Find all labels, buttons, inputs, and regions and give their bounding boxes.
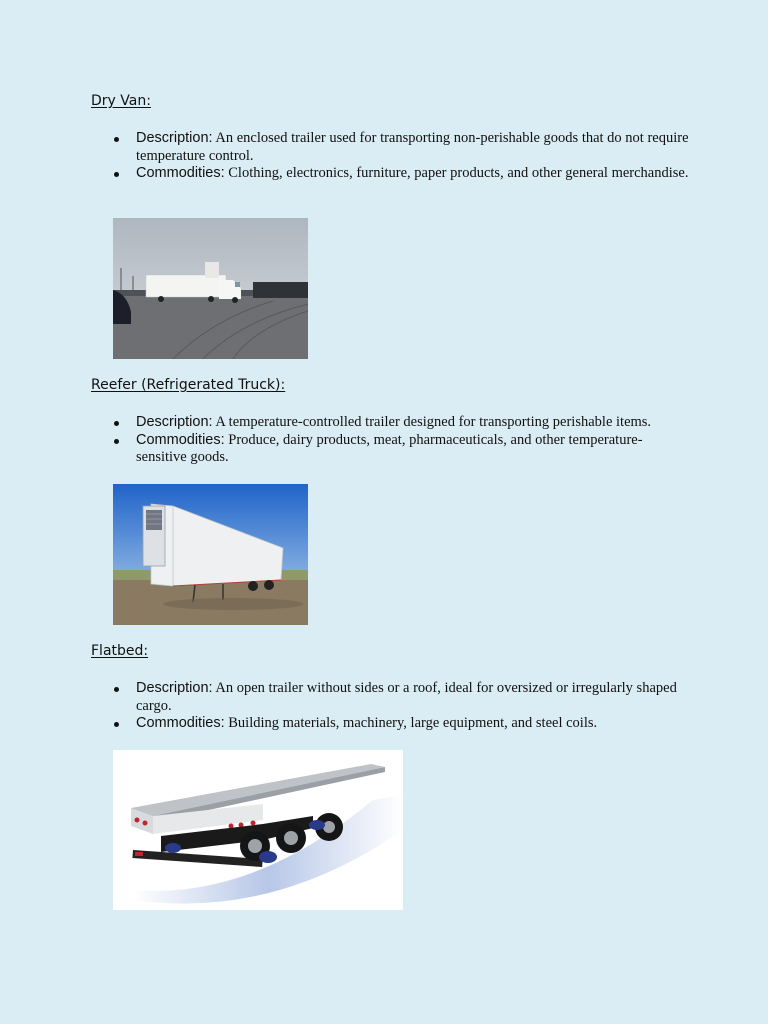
description-label: Description: [136, 680, 213, 696]
description-text: An enclosed trailer used for transporting non-perishable goods that do not require temperature control. [136, 130, 689, 164]
list-item-description [91, 680, 691, 715]
commodities-label: Commodities: [136, 715, 225, 731]
list-item-commodities [91, 432, 691, 467]
flatbed-trailer-photo [113, 750, 403, 910]
description-text: An open trailer without sides or a roof, ideal for oversized or irregularly shaped cargo. [136, 680, 677, 714]
list-item-description [91, 130, 691, 165]
bullet-list [91, 130, 691, 183]
description-text: A temperature-controlled trailer designed for transporting perishable items. [212, 414, 652, 430]
list-item-description [91, 414, 691, 432]
bullet-list [91, 680, 691, 733]
reefer-trailer-photo [113, 484, 308, 625]
commodities-text: Building materials, machinery, large equipment, and steel coils. [224, 715, 598, 731]
dry-van-truck-photo [113, 218, 308, 359]
section-heading: Flatbed: [91, 643, 149, 659]
commodities-text: Produce, dairy products, meat, pharmaceuticals, and other temperature-sensitive goods. [136, 431, 643, 465]
commodities-text: Clothing, electronics, furniture, paper products, and other general merchandise. [224, 165, 689, 181]
bullet-list [91, 414, 691, 467]
section-heading: Reefer (Refrigerated Truck): [91, 377, 286, 393]
description-label: Description: [136, 130, 213, 146]
list-item-commodities [91, 715, 691, 733]
description-label: Description: [136, 414, 213, 430]
commodities-label: Commodities: [136, 431, 225, 448]
list-item-commodities [91, 165, 691, 183]
section-heading: Dry Van: [91, 93, 151, 109]
commodities-label: Commodities: [136, 165, 225, 181]
